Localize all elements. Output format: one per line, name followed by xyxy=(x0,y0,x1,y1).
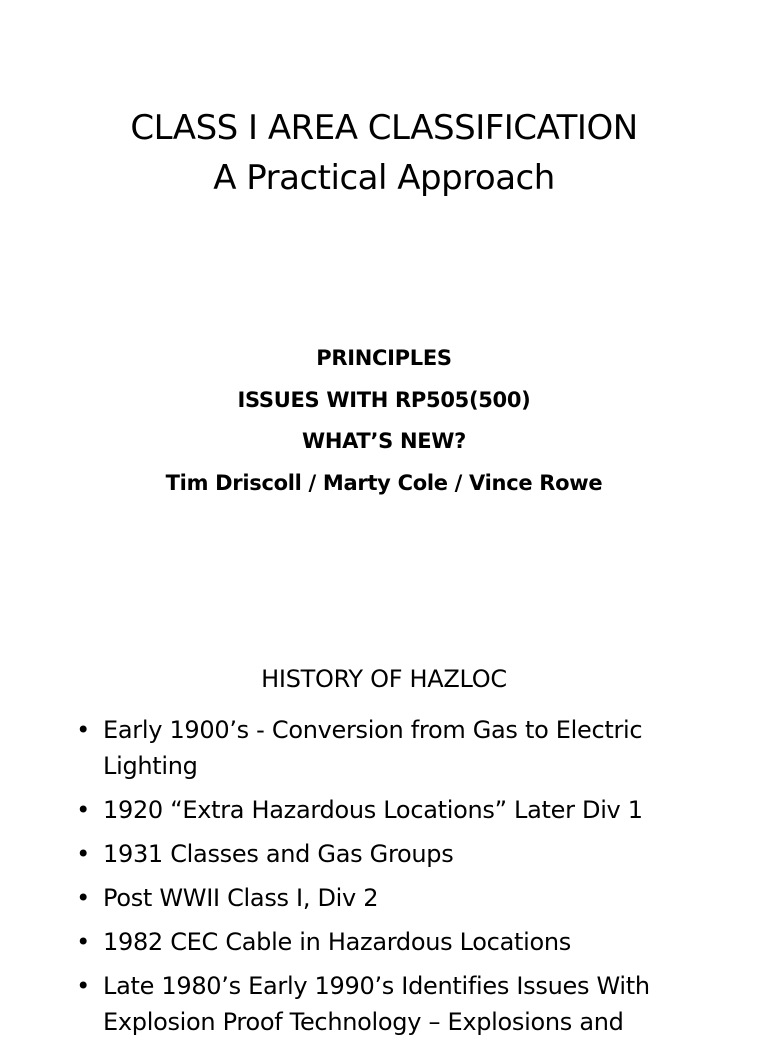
bullet-text: 1982 CEC Cable in Hazardous Locations xyxy=(103,928,571,956)
bullet-icon: • xyxy=(76,796,90,824)
slide-title-line-2: A Practical Approach xyxy=(213,158,555,198)
bullet-text: 1920 “Extra Hazardous Locations” Later Div 1 xyxy=(103,796,643,824)
subtitle-whats-new: WHAT’S NEW? xyxy=(301,429,467,453)
slide-subtitle xyxy=(0,338,768,504)
bullet-text: 1931 Classes and Gas Groups xyxy=(103,840,454,868)
bullet-icon: • xyxy=(76,972,90,1000)
subtitle-authors: Tim Driscoll / Marty Cole / Vince Rowe xyxy=(165,470,603,495)
bullet-icon: • xyxy=(76,716,90,744)
subtitle-issues: ISSUES WITH RP505(500) xyxy=(237,387,531,412)
bullet-text: Late 1980’s Early 1990’s Identifies Issues With Explosion Proof Technology – Explosions and xyxy=(103,972,650,1036)
list-item xyxy=(0,836,768,872)
history-title: HISTORY OF HAZLOC xyxy=(261,665,507,693)
list-item xyxy=(0,924,768,960)
bullet-icon: • xyxy=(76,884,90,912)
subtitle-principles: PRINCIPLES xyxy=(316,346,452,370)
history-slide xyxy=(0,640,768,1036)
bullet-icon: • xyxy=(76,928,90,956)
history-bullet-list xyxy=(0,712,768,1048)
slide-title xyxy=(0,103,768,203)
list-item xyxy=(0,968,768,1040)
list-item xyxy=(0,712,768,784)
list-item xyxy=(0,792,768,828)
bullet-text: Early 1900’s - Conversion from Gas to Electric Lighting xyxy=(103,716,643,780)
bullet-text: Post WWII Class I, Div 2 xyxy=(103,884,379,912)
list-item xyxy=(0,880,768,916)
slide-title-line-1: CLASS I AREA CLASSIFICATION xyxy=(130,108,638,148)
bullet-icon: • xyxy=(76,840,90,868)
